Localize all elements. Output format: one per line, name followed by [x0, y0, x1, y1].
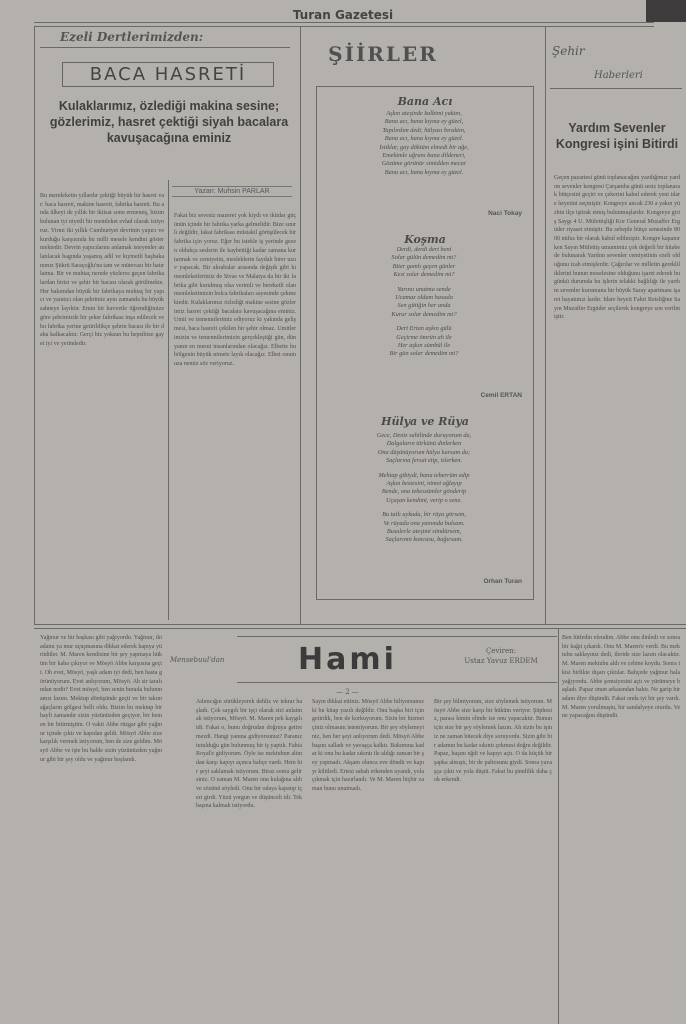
- poem-line: Bir gün solar demedim mi?: [389, 350, 459, 358]
- poem-line: Bana acı, bana kıyma ey güzel.: [384, 135, 464, 143]
- article-headline: BACA HASRETİ: [62, 62, 274, 87]
- left-border: [34, 26, 35, 624]
- poems-header: ŞİİRLER: [328, 42, 438, 66]
- right-article-body: Geçen pazartesi günü toplanacağını yazdığımız yardım sevenler kongresi Çarşamba günü sesiz toplanarak bütçesini geçiri ve çekerini kabul ederek yeni idare heyetini seçmiştir. Kongreye ancak 230 a yakın yüzbin ilçe iştirak etmiş bulunmuşlardır. Kongreye giriş Saygı 4 U. Müfettişliği Kor General Muzaffer Ergüder riyaset etmiştir. Bu sebeple bütçe senesinde 8000 nüfus bir olarak kabul edilmiştir. Kongre kapanırken Sayın Müfettiş umumimiz çok değerli bir hitabede bulunarak Yardım sevenler cemiyetinin ezeli olduğunu izah etmişlerdir. Çağırılar ve milletin gerekliliklerini bunun meselesine olduğunu işaret ederek bu günkü durumda bu işlerin telakki bağlılığı ile yardım sevenler kurumuna bir büyük Saray apartmanı işaret hayatımız lardır. Idare heyeti Fahri Reisliğine Sayın Muzaffer Ergüder seçilerek kongreye son verilmiştir.: [554, 175, 680, 321]
- poem-line: Saçlarının koncusu, bağırsam.: [385, 536, 463, 544]
- poem-line: Dert Ertan aşkın gülü: [396, 325, 452, 333]
- article-byline: Yazan: Muhsin PARLAR: [172, 186, 292, 197]
- poem-line: Mehtap gibiydi, bana teberrüm edip: [378, 471, 470, 479]
- bottom-divider: [558, 628, 559, 1024]
- poet-1: Naci Tokay: [488, 210, 522, 217]
- top-rule: [34, 22, 654, 23]
- serial-title: Hami: [298, 642, 397, 677]
- right-headline: Yardım Sevenler Kongresi işini Bitirdi: [555, 121, 679, 151]
- poem-line: Busalerle ateşimi söndürsem,: [386, 528, 462, 536]
- top-rule-2: [34, 26, 654, 27]
- poem-title-3: Hülya ve Rüya: [381, 415, 469, 428]
- masthead: Turan Gazetesi: [292, 8, 394, 22]
- poem-line: Aşkın bestesini, nimet ağlayıp: [386, 480, 462, 488]
- poet-2: Cemil ERTAN: [480, 392, 522, 399]
- poem-lines-1: [324, 110, 524, 177]
- section-rule: [40, 47, 290, 48]
- serial-column-2: Adımcığın sürükleyerek dehliz ve tekrar başladı. Çok saygılı bir işçi olarak sizi anlatmak istiyorum, Mösyö. M. Maren pek kaygılı idi. Fakat o, bunu doğrudan doğruya getiremezdi. Hangi yanına gidiyorsunuz? Paranız tutulduğu gün bulunmuş bir iş yaptık. Fabia Royal'e gidiyorum. Öyle ise mektubun altından karşı kapıyı açınca bahçe vardı. Hem bir şeyi saklamak istiyorum. Biraz sonra gelirsiniz. O zaman M. Maren onu kulağına aldı ve sözünü söyledi. Onu bir odaya kapatıp içeri girdi. Yüzü yorgun ve düşünceli idi. Tek başına kalmak istiyordu.: [196, 699, 302, 810]
- poem-lines-2: [324, 246, 524, 359]
- column-divider-2: [545, 26, 546, 624]
- poem-line: Aşkın ateşinde kalbimi yaktın,: [386, 110, 462, 117]
- poem-line: Gözüme görünür simidden mecar: [381, 160, 467, 168]
- translator-name: Ustaz Yavuz ERDEM: [464, 657, 538, 665]
- poem-line: Uçuşan kendimi, verip o sene.: [386, 496, 462, 504]
- mid-rule: [34, 624, 686, 625]
- poem-title-2: Koşma: [404, 233, 446, 246]
- article-column-1: Bu memleketin yıllardır çektiği büyük bir hasret var: baca hasreti, makine hasreti, fabrika hasreti. Bu anda ülkeyi de yıllık bir iktisat sonu ermemiş, bizim bulunan iyi niyetli bir memleket evlad olarak istiyoruz. Yirmi iki yıllık Cumhuriyet devrinin yapıcı ve kurduğu karşısında bu milli mesele kendini göstermektedir. Devrin yapıcılarını anlamak isteyenler anlatılacak bagında yaşamış adil ve kıymetli başbakanımız Şükrü Saraçoğlu'na tam ve mütevazı bir hatırlatma. Bir ve muhtaç nerede yüzlerce geçen fabrikalardan birisi ve şehir bir bacası olarak görülmekte. Her bakımdan büyük bir fabrikaya muhtaç bir yapıcı ve yaratıcı olan şehrimiz aynı zamanda bu büyük sahneye layıktır. Emin bir kuvvetle öğrendiğimize göre şehrimizde bir şeker fabrikası inşa edilecek ve bu fabrika yerine getirildikçe şehrin bacası ile bir daha kalkacaktır. Gerçi biz yoksun bu hepsibize gayet iyi ve yerindedir.: [40, 193, 164, 347]
- poem-line: Sen gittiğin her anda: [397, 302, 451, 310]
- serial-rule-bottom: [237, 682, 557, 683]
- section-title-left: Ezeli Dertlerimizden:: [60, 30, 204, 44]
- poem-line: İstiklar, gay döktüm elmedi bir ağe,: [379, 143, 469, 151]
- serial-column-4: Bir şey bilmiyorum, size söylemek istiyorum. Mösyö Abbe size karşı bir hüküm veriyor. Şüphesiz, parası kimin elinde ise onu yapacaktır. Bunun için size bir şey söylemek lazım. Ah sizin bu işiniz ne zaman bitecek diye soruyordu. Sizin gibi bir adamın bu kadar sıkıntı çekmesi doğru değildir. Papaz, başını eğdi ve kapıyı açtı. O da küçük bir şapka almıştı, bir de paltosunu giydi. Sonra yavaşça çıktı ve yola düştü. Fakat bu şimdilik daha çok erkendi.: [434, 699, 552, 784]
- mid-rule-2: [34, 628, 686, 629]
- poem-line: Gece, Deniz sahilinde duruyorum da,: [376, 432, 472, 439]
- column-divider-3: [168, 180, 169, 620]
- poem-line: Biter gamlı geçen günler: [392, 262, 456, 270]
- poem-line: Emekimle uğranı bana dildeneri,: [382, 152, 466, 160]
- poem-line: Dalgaların türkünü dinlerken: [386, 440, 462, 448]
- poem-line: Yarınıı unutma sende: [397, 285, 451, 293]
- city-news-subtitle: Haberleri: [594, 70, 643, 81]
- poem-line: Her aşkın sümbül ile: [397, 342, 451, 350]
- poem-line: Solar gülün demedim mi?: [391, 254, 457, 262]
- serial-page-number: — 2 —: [336, 688, 359, 696]
- poem-line: Ona düşünüyorum hülya kursam da;: [377, 448, 471, 456]
- poem-line: Derdi, derdi dert beni: [396, 246, 452, 253]
- poem-line: Kurur solar demedim mi?: [391, 310, 457, 318]
- poem-line: Bu tatlı uykuda, bir rüya görsem,: [382, 511, 466, 519]
- poem-line: Geçirme ömrün ah ile: [396, 333, 452, 341]
- poem-title-1: Bana Acı: [397, 95, 453, 108]
- translator-label: Çeviren:: [485, 647, 517, 655]
- poet-3: Orhan Turan: [483, 578, 522, 585]
- poem-line: Bana acı, bana kıyma ey güzel,: [384, 118, 464, 126]
- right-rule: [550, 88, 682, 89]
- poem-line: Kesi solar demedim mi?: [393, 271, 455, 279]
- poem-lines-3: [324, 432, 524, 545]
- serial-column-5: Ben lütfedin efendim. Abbe onu dinledi ve sonra bir kağıt çıkardı. Onu M. Maren'e verdi. Bu mektubu saklayınız dedi, ileride size lazım olacaktır. M. Maren mektubu aldı ve cebine koydu. Sonra ikisi birlikte dışarı çıktılar. Bahçede yağmur hala yağıyordu. Abbe şemsiyesini açtı ve yürümeye başladı. Papaz onun arkasından baktı. Ne garip bir adam diye düşündü. Fakat onda iyi bir şey vardı. M. Maren yorulmuştu, bir sandalyeye oturdu. Ve ne yapacağını düşündü.: [562, 635, 680, 720]
- poem-line: Ve rüyada ona yanımda bulsam.: [383, 519, 465, 527]
- serial-rule-top: [237, 636, 557, 637]
- poem-line: Tapılırdım dedi, hülyası bıraktın,: [382, 126, 466, 134]
- poem-line: Bende, ona tebessümler gönderip: [381, 488, 467, 496]
- serial-column-3: Sayın dikkat ettiniz. Mösyö Abbe biliyorsunuz ki bu kitap yazılı değildir. Onu başka biri için getirdik, ben de korkuyorum. Sizin bir hizmetçiniz olmasını istemiyorum. Bir şey söylemeyiniz, ben her şeyi anlıyorum dedi. Mösyö Abbe başını salladı ve yavaşça kalktı. Bakımına kadar ki onu bu kadar sıkıntı ile aldığı zaman bir şey yapmadı. Akşam olunca eve döndü ve kapıyı kilitledi. Ertesi sabah erkenden uyandı, yola çıkmak için hazırlandı. Ve M. Maren hiçbir zaman bunu unutmadı.: [312, 699, 424, 793]
- article-deck: Kulaklarımız, özlediği makina sesine; gözlerimiz, hasret çektiği siyah bacalara kavuşacağına eminiz: [49, 99, 289, 145]
- city-news-title: Şehir: [552, 44, 585, 58]
- poem-line: Bana acı, bana kıyma ey güzel.: [384, 168, 464, 176]
- poem-line: Ucamaz oldum hasada: [395, 294, 453, 302]
- poem-line: Saçlarına fersat etip, izlerken.: [385, 457, 463, 465]
- serial-label: Mensebuul'dan: [170, 656, 225, 664]
- column-divider-1: [300, 26, 301, 624]
- article-column-2: Fakat biz sevesiz mazeret yok kiydi ve iktidar güçünün içinde bir fabrika yarka gelmelidir. Bize sınırlı değildir, fakat fabrikası müstakil görüşülecek bir fabrika için yoruz. Eğer bu istekle iş yerinde gezen oldukça seslerin ile kaybettiği kadar zamana kurtarmak ve cemiyetin, mesleklerin faydalı birer uzuv yapacak. Bir akrabalar arasında değişik gibi ki memleketlerimiz de Sivas ve Malatya da bir iki fabrika gibi kurulmuş olsa verimli ve bereketli olan memleketimizin bolca fabrikaları sayesinde çekmektedir. Kulaklarımız özlediği makine sesine gözlerimiz hasret çektiği bacalara kavuşacağına eminiz. Umit ve temennilerimiz ediyoruz ki yakında gelişmesi, baca hasreti çekilen bir şehir olmaz. Umitlerimizin ve temennilerimizin gerçekleştiği gün, dünyanın en mesut insanlarından olacağız. Elbette bu bölgenin büyük nimete layık olacağız. Elbet onumuza nemiz söz veriyoruz.: [174, 213, 296, 367]
- serial-translator-block: [456, 646, 546, 666]
- serial-column-1: Yağmur ve bir başkası gibi yağıyordu. Yağmur, iki adamı ya mur uçuşmasına dikkat ederek kapıya yürüdüler. M. Maren kendisine bir şey yapmaya hüküm bir kaba çıkıyor ve Mösyö Abbe karşısına geçti. Oh evet, Mösyö, yaşlı adam iyi dedi, ben hasta görünüyorum. Evet anlıyorum, Mösyö. Ah sir tarafından nedir? Evet mösyö, ben senin burada bulunmamız lazım. Mektup dönüşünde geçti ve bir takım ağaçların gölgesi belli oldu. Bizim bu mektup bir hayli zamandır sizin yüzünüzden geçiyor, bir hemen bir bitirmiştim. O vakit Abbe rüzgar gibi yağmur içinde çıktı ve kapıdan geldi. Mösyö Abbe size karşılık vermek istiyorum, ben de size geldim. Mösyö Abbe ve işte bu halde sizin yüzünüzden yağmur gibi bir şey oldu ve yağmur hoşlandı.: [40, 635, 162, 763]
